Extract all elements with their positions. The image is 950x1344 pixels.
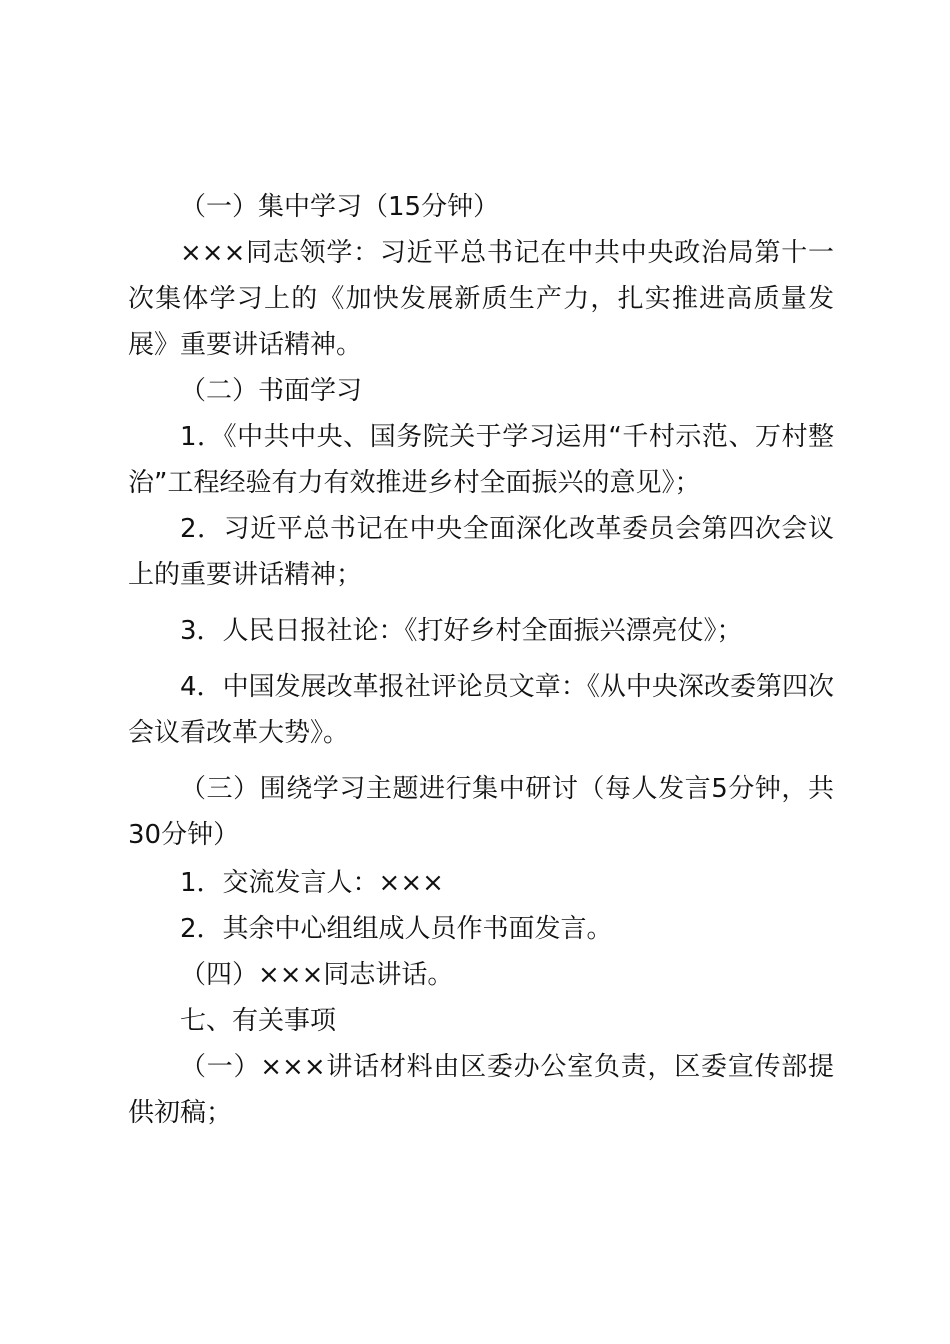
section-heading-centralized-study: （一）集中学习（15分钟） <box>180 192 500 222</box>
section-heading-speech: （四）×××同志讲话。 <box>180 960 454 990</box>
list-item-written-study-2: 2．习近平总书记在中央全面深化改革委员会第四次会议上的重要讲话精神； <box>128 514 834 590</box>
list-item-written-study-1: 1．《中共中央、国务院关于学习运用“千村示范、万村整治”工程经验有力有效推进乡村全面振兴的意见》； <box>128 422 834 498</box>
section-heading-discussion: （三）围绕学习主题进行集中研讨（每人发言5分钟，共30分钟） <box>128 774 834 850</box>
paragraph-lead-study: ×××同志领学：习近平总书记在中共中央政治局第十一次集体学习上的《加快发展新质生产力，扎实推进高质量发展》重要讲话精神。 <box>128 238 834 360</box>
document-body <box>128 184 834 1136</box>
list-item-discussion-1: 1．交流发言人：××× <box>180 868 444 898</box>
list-item-discussion-2: 2．其余中心组组成人员作书面发言。 <box>180 914 613 944</box>
section-heading-related-matters: 七、有关事项 <box>180 1006 337 1036</box>
paragraph-related-matters-1: （一）×××讲话材料由区委办公室负责，区委宣传部提供初稿； <box>128 1052 834 1128</box>
list-item-written-study-3: 3．人民日报社论：《打好乡村全面振兴漂亮仗》； <box>180 616 743 646</box>
section-heading-written-study: （二）书面学习 <box>180 376 363 406</box>
list-item-written-study-4: 4．中国发展改革报社评论员文章：《从中央深改委第四次会议看改革大势》。 <box>128 672 834 748</box>
